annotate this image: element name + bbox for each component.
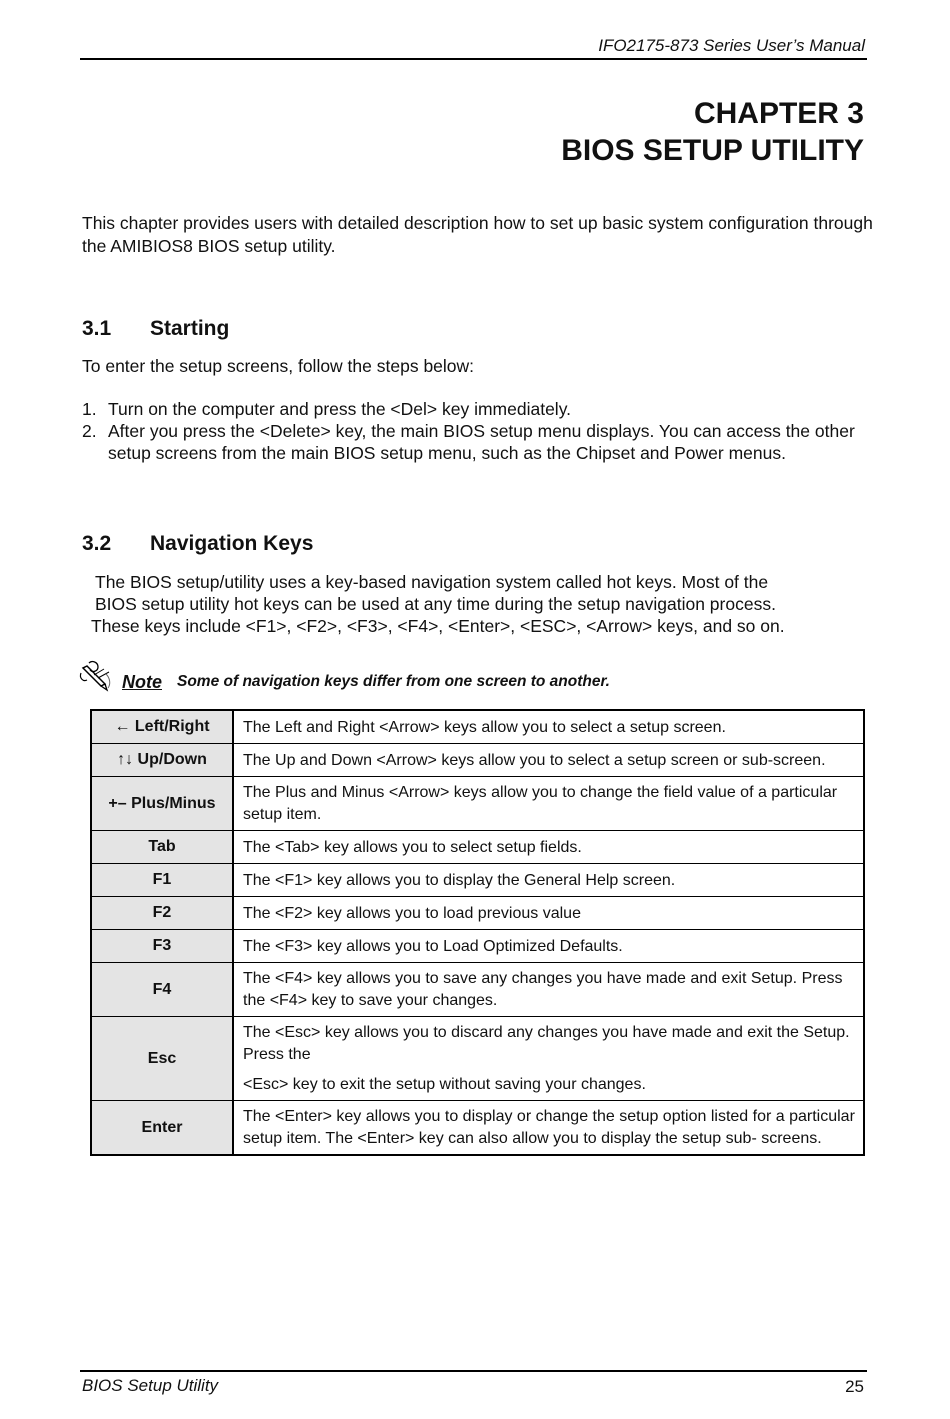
key-description-cell <box>233 777 864 831</box>
chapter-heading <box>561 95 864 169</box>
note-text: Some of navigation keys differ from one screen to another. <box>177 673 610 690</box>
key-name-cell: ↑↓ Up/Down <box>91 744 233 777</box>
table-row <box>91 864 864 897</box>
description-text: The <Esc> key allows you to discard any changes you have made and exit the Setup. Press the <box>243 1024 850 1063</box>
description-text: The <Enter> key allows you to display or change the setup option listed for a particular setup item. The <Enter> key can also allow you to display the setup sub- screens. <box>243 1108 855 1147</box>
table-row <box>91 710 864 744</box>
step-number: 1. <box>82 399 97 419</box>
description-text: The <Tab> key allows you to select setup fields. <box>243 838 582 856</box>
steps-list <box>82 398 872 464</box>
description-text: The <F4> key allows you to save any changes you have made and exit Setup. Press the <F4> key to save your changes. <box>243 970 843 1009</box>
key-name-cell: Esc <box>91 1017 233 1101</box>
description-text: The <F2> key allows you to load previous value <box>243 904 581 922</box>
navigation-keys-table <box>90 709 865 1156</box>
intro-paragraph: This chapter provides users with detailed description how to set up basic system configuration through the AMIBIOS8 BIOS setup utility. <box>82 213 873 256</box>
section-title: Navigation Keys <box>150 532 314 555</box>
page-number: 25 <box>845 1377 864 1396</box>
key-name-cell: F3 <box>91 930 233 963</box>
key-name-cell: F4 <box>91 963 233 1017</box>
key-description-cell <box>233 831 864 864</box>
nav-keys-line: BIOS setup utility hot keys can be used at any time during the setup navigation process. <box>95 594 776 614</box>
description-text: <Esc> key to exit the setup without saving your changes. <box>243 1076 646 1093</box>
section-number: 3.2 <box>82 532 112 555</box>
chapter-title: BIOS SETUP UTILITY <box>561 134 864 167</box>
footer-rule <box>80 1370 867 1372</box>
section-heading-navigation-keys <box>82 532 313 556</box>
table-row <box>91 1101 864 1156</box>
section-number: 3.1 <box>82 317 112 340</box>
key-name-cell: Enter <box>91 1101 233 1156</box>
description-text: The <F1> key allows you to display the General Help screen. <box>243 871 676 889</box>
table-row <box>91 777 864 831</box>
starting-lead: To enter the setup screens, follow the steps below: <box>82 356 475 376</box>
key-name-cell: ← Left/Right <box>91 710 233 744</box>
key-description-cell <box>233 710 864 744</box>
table-row <box>91 744 864 777</box>
header-rule <box>80 58 867 60</box>
manual-title: IFO2175-873 Series User’s Manual <box>598 36 865 55</box>
list-item <box>82 420 872 464</box>
description-text: The Left and Right <Arrow> keys allow you to select a setup screen. <box>243 718 726 736</box>
description-text: The <F3> key allows you to Load Optimized Defaults. <box>243 937 623 955</box>
key-name-cell: +– Plus/Minus <box>91 777 233 831</box>
note-label: Note <box>122 672 162 692</box>
key-name-cell: F2 <box>91 897 233 930</box>
nav-keys-line: These keys include <F1>, <F2>, <F3>, <F4>, <Enter>, <ESC>, <Arrow> keys, and so on. <box>91 616 785 636</box>
table-row <box>91 1017 864 1101</box>
step-text: After you press the <Delete> key, the main BIOS setup menu displays. You can access the other setup screens from the main BIOS setup menu, such as the Chipset and Power menus. <box>108 421 855 463</box>
key-description-cell <box>233 1101 864 1156</box>
step-number: 2. <box>82 421 97 441</box>
table-row <box>91 963 864 1017</box>
list-item <box>82 398 872 420</box>
section-title: Starting <box>150 317 230 340</box>
key-name-cell: F1 <box>91 864 233 897</box>
key-description-cell <box>233 930 864 963</box>
key-description-cell <box>233 864 864 897</box>
nav-keys-line: The BIOS setup/utility uses a key-based navigation system called hot keys. Most of the <box>95 572 769 592</box>
key-description-cell <box>233 963 864 1017</box>
table-row <box>91 897 864 930</box>
chapter-number: CHAPTER 3 <box>693 97 864 130</box>
description-text: The Up and Down <Arrow> keys allow you to select a setup screen or sub-screen. <box>243 751 826 769</box>
table-row <box>91 930 864 963</box>
note-callout <box>78 660 610 694</box>
key-description-cell <box>233 897 864 930</box>
table-row <box>91 831 864 864</box>
step-text: Turn on the computer and press the <Del> key immediately. <box>108 399 572 419</box>
key-description-cell <box>233 1017 864 1101</box>
key-name-cell: Tab <box>91 831 233 864</box>
key-description-cell <box>233 744 864 777</box>
description-text: The Plus and Minus <Arrow> keys allow you to change the field value of a particular setup item. <box>243 784 838 823</box>
footer-section-title: BIOS Setup Utility <box>82 1376 219 1395</box>
pencil-note-icon <box>78 660 118 694</box>
section-heading-starting <box>82 317 229 341</box>
